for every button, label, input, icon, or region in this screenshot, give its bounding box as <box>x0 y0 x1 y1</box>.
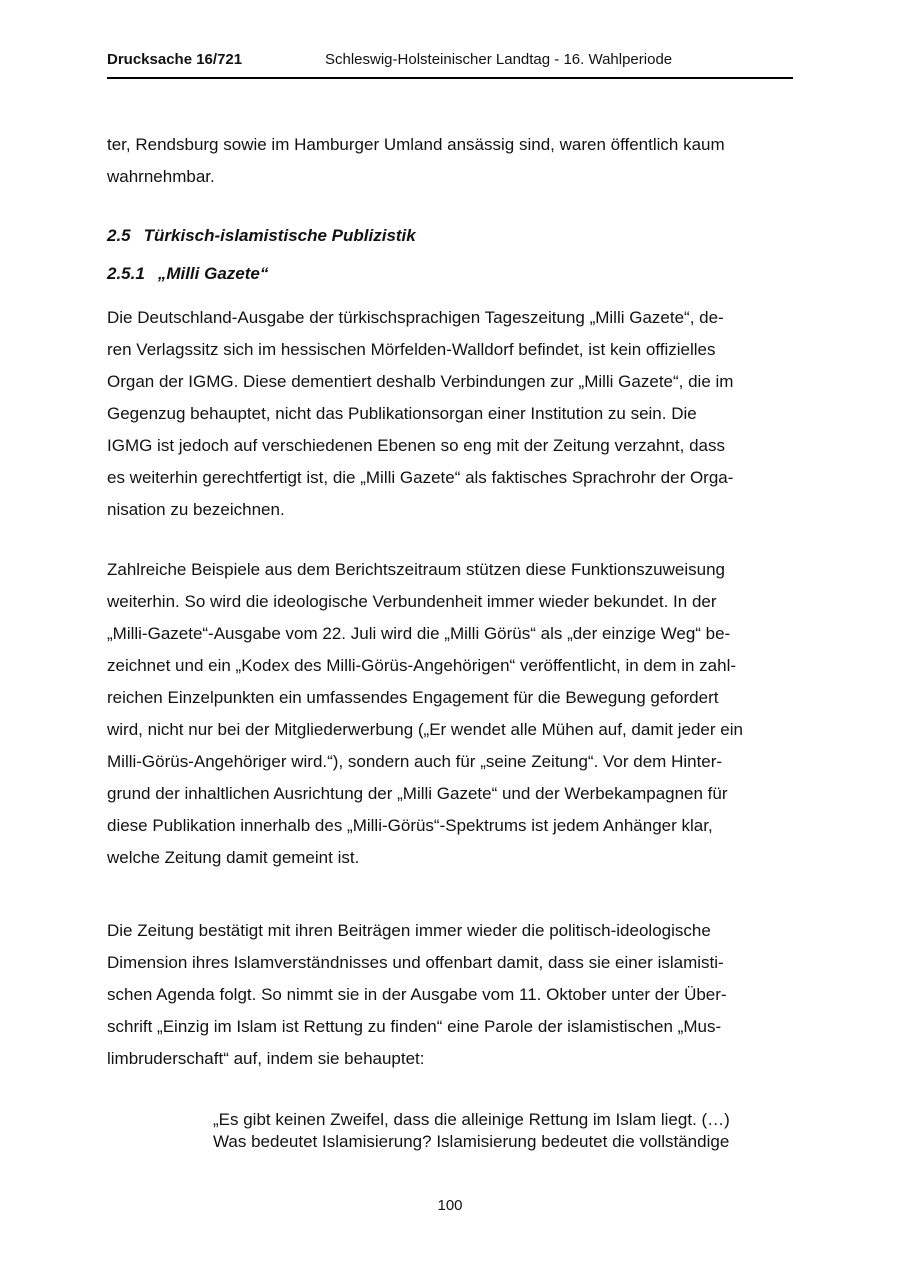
section-title: Türkisch-islamistische Publizistik <box>143 226 416 245</box>
paragraph-continuation <box>107 129 793 193</box>
text-line: IGMG ist jedoch auf verschiedenen Ebenen so eng mit der Zeitung verzahnt, dass <box>107 436 726 455</box>
text-line: es weiterhin gerechtfertigt ist, die „Milli Gazete“ als faktisches Sprachrohr der Orga- <box>107 468 734 487</box>
section-heading <box>107 225 793 247</box>
paragraph-milli-gazete-intro <box>107 302 793 526</box>
page-number: 100 <box>437 1197 463 1214</box>
text-line: grund der inhaltlichen Ausrichtung der „Milli Gazete“ und der Werbekampagnen für <box>107 784 728 803</box>
text-line: Die Zeitung bestätigt mit ihren Beiträgen immer wieder die politisch-ideologische <box>107 921 711 940</box>
subsection-heading <box>107 263 793 285</box>
text-line: diese Publikation innerhalb des „Milli-Görüs“-Spektrums ist jedem Anhänger klar, <box>107 816 713 835</box>
text-line: Was bedeutet Islamisierung? Islamisierung bedeutet die vollständige <box>213 1132 730 1151</box>
paragraph-ideology <box>107 915 793 1075</box>
block-quote <box>213 1109 793 1153</box>
text-line: wird, nicht nur bei der Mitgliederwerbung („Er wendet alle Mühen auf, damit jeder ein <box>107 720 743 739</box>
text-line: limbruderschaft“ auf, indem sie behauptet: <box>107 1049 425 1068</box>
text-line: „Milli-Gazete“-Ausgabe vom 22. Juli wird die „Milli Görüs“ als „der einzige Weg“ be- <box>107 624 731 643</box>
text-line: reichen Einzelpunkten ein umfassendes Engagement für die Bewegung gefordert <box>107 688 719 707</box>
subsection-title: „Milli Gazete“ <box>157 264 269 283</box>
text-line: Organ der IGMG. Diese dementiert deshalb Verbindungen zur „Milli Gazete“, die im <box>107 372 734 391</box>
subsection-number: 2.5.1 <box>107 264 145 283</box>
text-line: Die Deutschland-Ausgabe der türkischsprachigen Tageszeitung „Milli Gazete“, de- <box>107 308 724 327</box>
text-line: schen Agenda folgt. So nimmt sie in der Ausgabe vom 11. Oktober unter der Über- <box>107 985 727 1004</box>
section-number: 2.5 <box>107 226 131 245</box>
text-line: schrift „Einzig im Islam ist Rettung zu finden“ eine Parole der islamistischen „Mus- <box>107 1017 722 1036</box>
text-line: ren Verlagssitz sich im hessischen Mörfelden-Walldorf befindet, ist kein offizielles <box>107 340 716 359</box>
text-line: Zahlreiche Beispiele aus dem Berichtszeitraum stützen diese Funktionszuweisung <box>107 560 725 579</box>
text-line: nisation zu bezeichnen. <box>107 500 285 519</box>
text-line: zeichnet und ein „Kodex des Milli-Görüs-Angehörigen“ veröffentlicht, in dem in zahl- <box>107 656 737 675</box>
page-header <box>107 52 793 68</box>
paragraph-examples <box>107 554 793 874</box>
text-line: ter, Rendsburg sowie im Hamburger Umland ansässig sind, waren öffentlich kaum <box>107 135 725 154</box>
text-line: „Es gibt keinen Zweifel, dass die alleinige Rettung im Islam liegt. (…) <box>213 1110 730 1129</box>
header-rule <box>107 77 793 79</box>
text-line: Gegenzug behauptet, nicht das Publikationsorgan einer Institution zu sein. Die <box>107 404 697 423</box>
text-line: Milli-Görüs-Angehöriger wird.“), sondern auch für „seine Zeitung“. Vor dem Hinter- <box>107 752 723 771</box>
text-line: wahrnehmbar. <box>107 167 215 186</box>
text-line: Dimension ihres Islamverständnisses und offenbart damit, dass sie einer islamisti- <box>107 953 724 972</box>
document-source-title: Schleswig-Holsteinischer Landtag - 16. Wahlperiode <box>325 51 673 68</box>
document-id: Drucksache 16/721 <box>107 51 243 68</box>
text-line: weiterhin. So wird die ideologische Verbundenheit immer wieder bekundet. In der <box>107 592 717 611</box>
text-line: welche Zeitung damit gemeint ist. <box>107 848 360 867</box>
